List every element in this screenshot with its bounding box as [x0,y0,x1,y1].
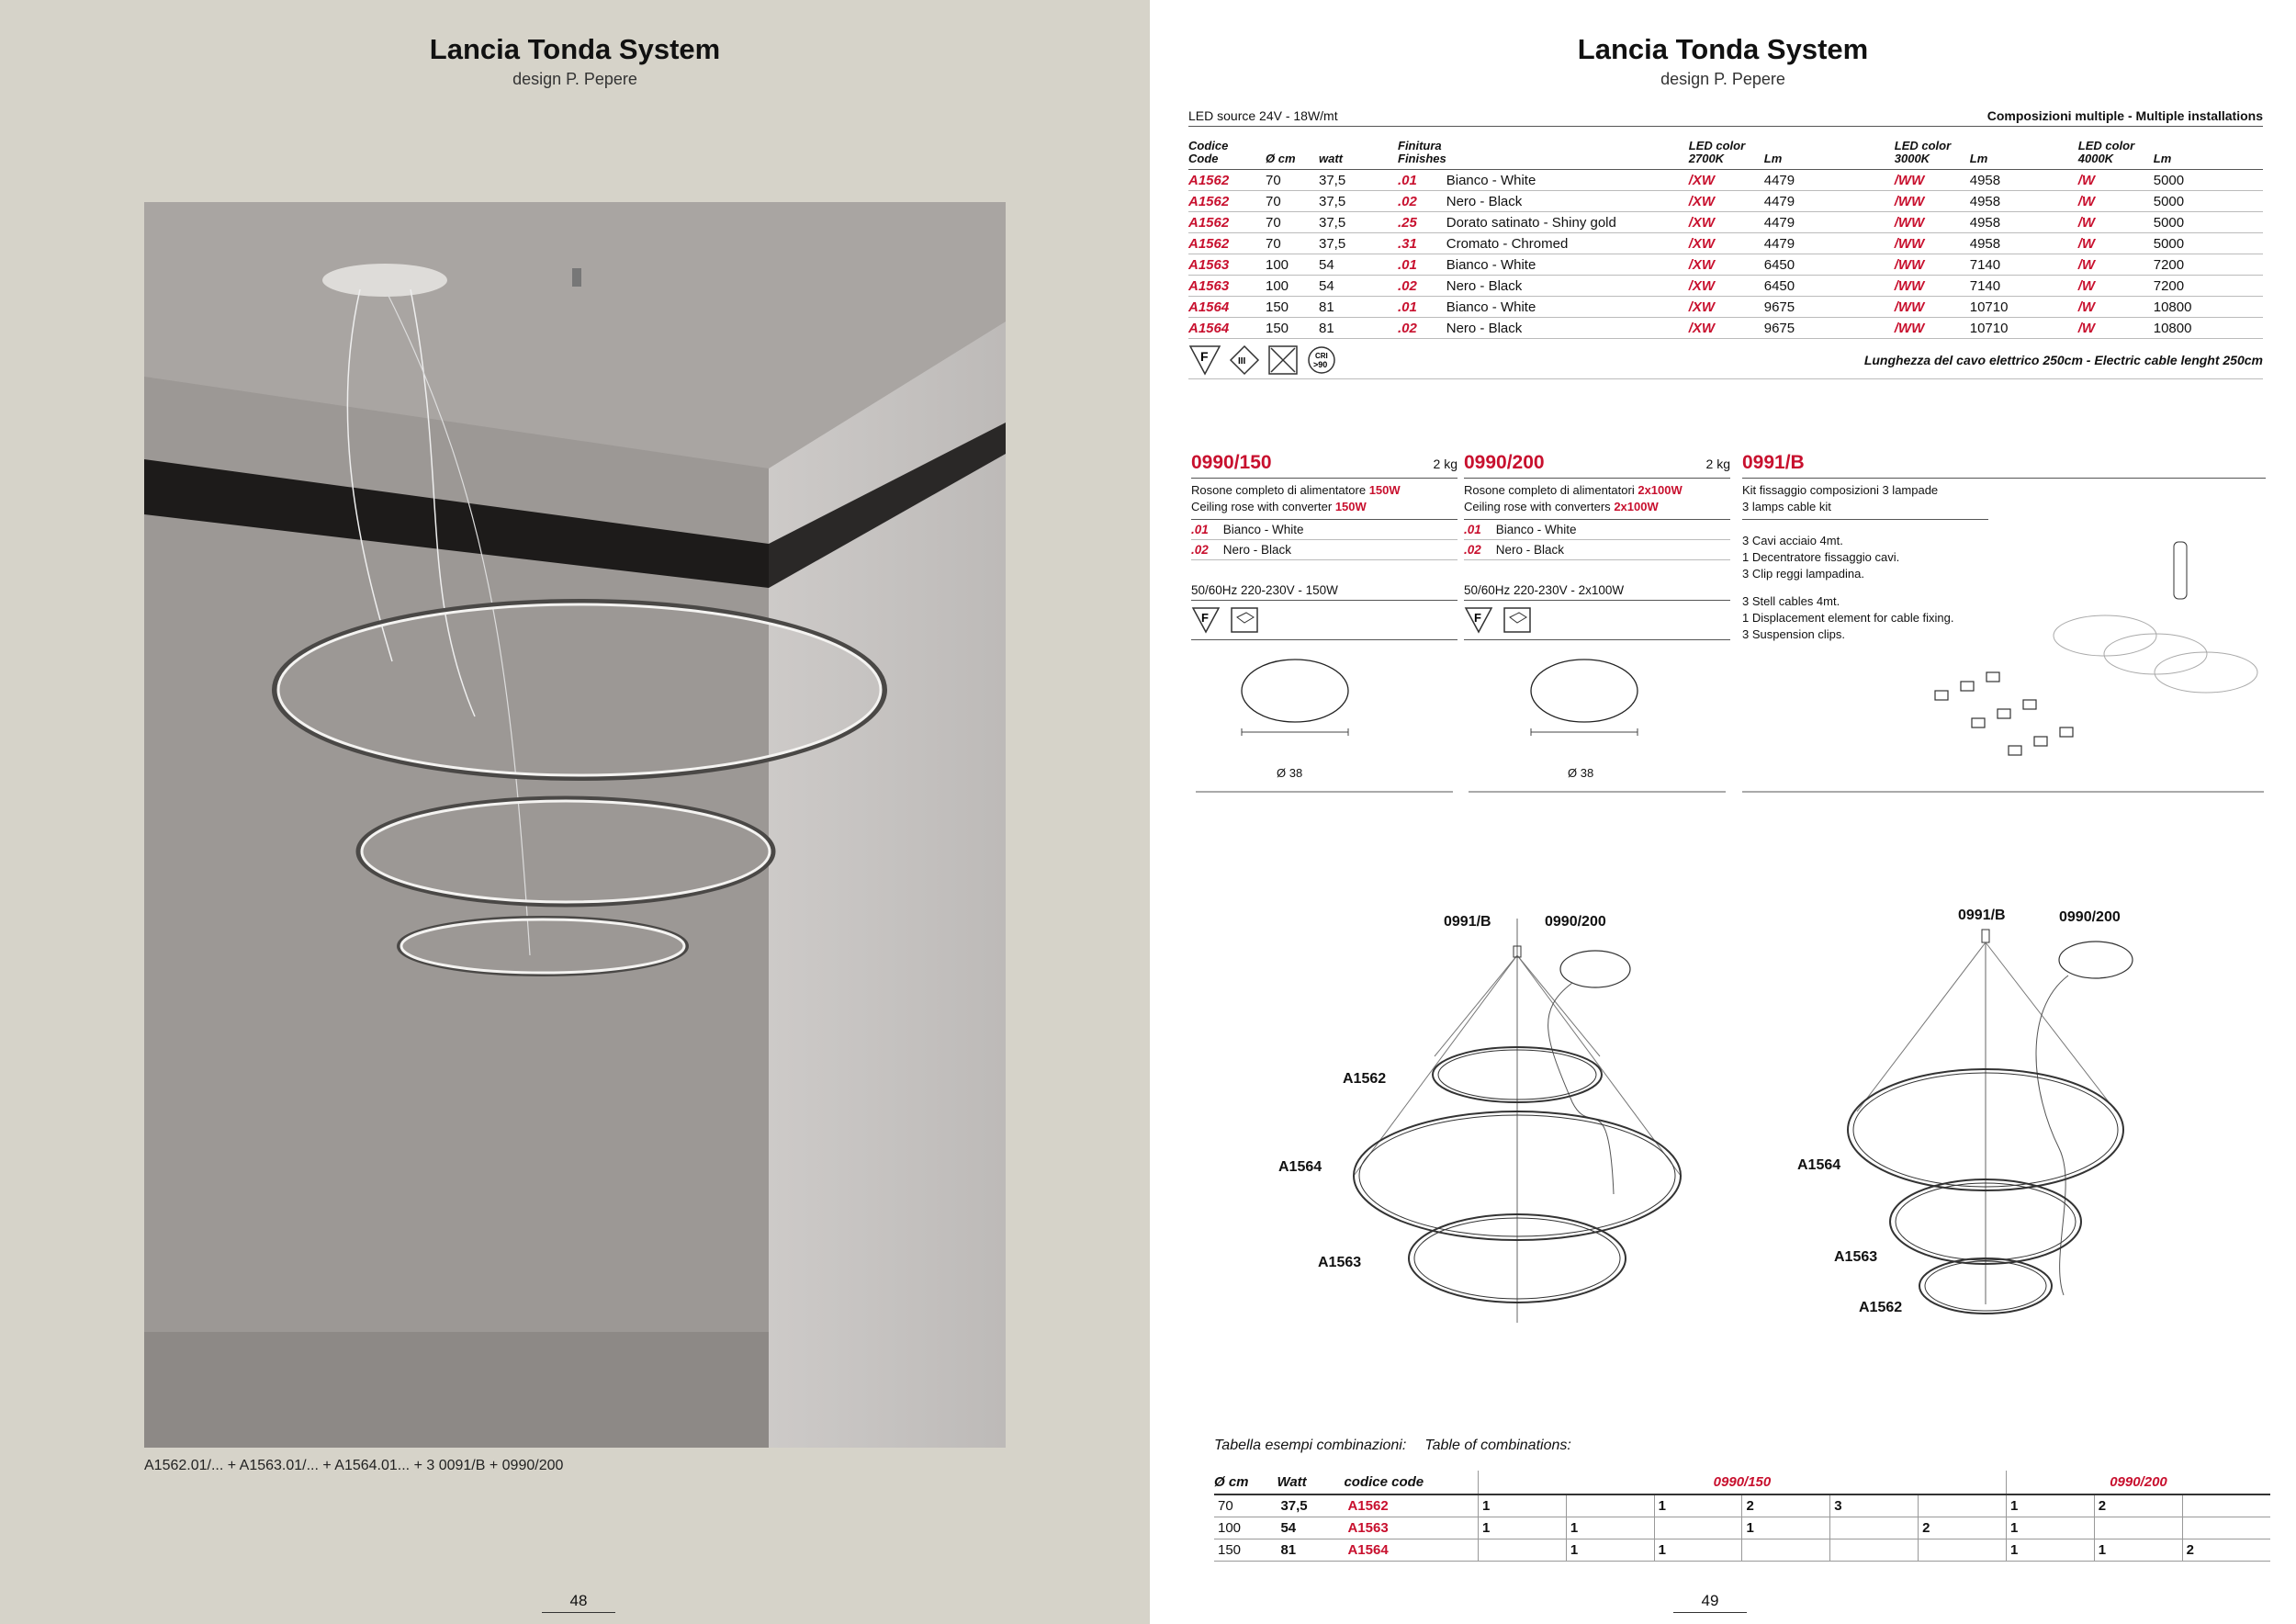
cell-l3: 5000 [2154,170,2263,191]
cell-l3: 7200 [2154,276,2263,297]
accessory-0990-150 [1191,452,1458,799]
cell-l3: 10800 [2154,318,2263,339]
diagram-label: A1563 [1318,1255,1362,1270]
converter-icon [1503,606,1532,634]
cell-l2: 10710 [1970,297,2078,318]
combo-cell-c: A1562 [1344,1494,1478,1517]
ct-col-code: codice code [1344,1471,1478,1494]
cell-c3: /W [2078,254,2154,276]
class-iii-text: III [1238,355,1246,367]
diagram-label: A1564 [1278,1159,1322,1175]
cell-l2: 7140 [1970,254,2078,276]
cell-w: 37,5 [1319,212,1398,233]
acc-f-text: F [1201,611,1209,625]
cell-c2: /WW [1895,191,1970,212]
page-title: Lancia Tonda System [1577,33,1869,65]
kit-item: 3 Cavi acciaio 4mt. [1742,534,1843,547]
cell-d: 150 [1266,297,1319,318]
combo-qty: 2 [1742,1494,1830,1517]
acc-desc-en: Ceiling rose with converter [1191,500,1333,513]
combo-cell-c: A1564 [1344,1539,1478,1561]
acc-desc-it: Kit fissaggio composizioni 3 lampade [1742,483,1939,497]
acc-f-text: F [1474,611,1481,625]
cell-c1: /XW [1689,212,1764,233]
kit-item: 3 Stell cables 4mt. [1742,594,1840,608]
cell-l1: 6450 [1764,254,1895,276]
class-iii-icon [1229,344,1260,376]
cell-w: 37,5 [1319,191,1398,212]
ct-col-0990-200: 0990/200 [2006,1471,2270,1494]
combo-qty: 1 [1478,1494,1566,1517]
diagram-label: A1564 [1797,1157,1841,1173]
cell-fn: Nero - Black [1446,318,1689,339]
col-watt: watt [1319,127,1398,170]
cell-l2: 4958 [1970,170,2078,191]
cable-kit-drawing [1742,525,2266,801]
cell-fc: .01 [1398,254,1446,276]
acc-finish-code: .01 [1191,523,1209,536]
kit-item: 3 Suspension clips. [1742,627,1846,641]
acc-desc-en-watt: 150W [1334,500,1367,513]
col-finish-code: Finitura Finishes [1398,127,1446,170]
cell-code: A1564 [1188,318,1266,339]
cell-c2: /WW [1895,170,1970,191]
right-page [1150,0,2296,1624]
cri-icon [1306,344,1337,376]
cell-d: 70 [1266,191,1319,212]
acc-code: 0990/200 [1464,452,1545,473]
product-photo-illustration [144,202,1006,1448]
code-row [1188,233,2263,254]
cell-l1: 4479 [1764,212,1895,233]
cell-code: A1562 [1188,212,1266,233]
acc-dimension: Ø 38 [1568,766,1594,780]
page-title: Lancia Tonda System [429,33,721,65]
spec-header [1188,108,2263,127]
page-number-left: 48 [542,1592,615,1613]
combinations-section [1214,1438,2270,1562]
acc-finish-code: .02 [1191,543,1209,557]
acc-finish-code: .01 [1464,523,1481,536]
cell-c2: /WW [1895,276,1970,297]
cell-l3: 5000 [2154,191,2263,212]
combo-qty [1478,1539,1566,1561]
col-lm1: Lm [1764,127,1895,170]
f-mark-text: F [1200,348,1209,364]
combo-row [1214,1539,2270,1561]
acc-finish-code: .02 [1464,543,1481,557]
cell-code: A1563 [1188,276,1266,297]
acc-desc-it: Rosone completo di alimentatore [1191,483,1367,497]
code-table [1188,127,2263,339]
cell-c1: /XW [1689,297,1764,318]
cell-code: A1562 [1188,233,1266,254]
cell-l2: 7140 [1970,276,2078,297]
diagram-label: 0990/200 [1545,914,1606,930]
combo-qty: 1 [2006,1494,2094,1517]
cell-fc: .02 [1398,318,1446,339]
cell-fc: .02 [1398,191,1446,212]
page-subtitle: design P. Pepere [512,70,637,88]
combo-row [1214,1494,2270,1517]
combo-qty [2182,1517,2270,1539]
combo-qty [1654,1517,1742,1539]
cell-l3: 10800 [2154,297,2263,318]
combo-qty [2182,1494,2270,1517]
cri-value-text: >90 [1313,359,1328,369]
code-row [1188,191,2263,212]
cell-code: A1564 [1188,297,1266,318]
acc-desc-it-watt: 2x100W [1638,483,1683,497]
diagram-label: A1562 [1859,1300,1903,1315]
combo-title-en: Table of combinations: [1424,1438,1571,1453]
cell-d: 150 [1266,318,1319,339]
cell-fc: .25 [1398,212,1446,233]
converter-icon [1230,606,1259,634]
diagram-label: A1562 [1343,1071,1387,1087]
combo-qty: 2 [2182,1539,2270,1561]
cell-l2: 4958 [1970,191,2078,212]
col-led3: LED color 4000K [2078,127,2154,170]
combo-cell-d: 100 [1214,1517,1277,1539]
combo-row [1214,1517,2270,1539]
combo-qty: 1 [2094,1539,2182,1561]
cell-l1: 4479 [1764,233,1895,254]
cell-c1: /XW [1689,276,1764,297]
cell-fn: Bianco - White [1446,297,1689,318]
cell-d: 100 [1266,276,1319,297]
cell-d: 70 [1266,170,1319,191]
combo-cell-w: 81 [1277,1539,1344,1561]
diagram-label: A1563 [1834,1249,1878,1265]
cell-fc: .01 [1398,297,1446,318]
col-diam: Ø cm [1266,127,1319,170]
cell-c1: /XW [1689,170,1764,191]
cell-fn: Bianco - White [1446,170,1689,191]
cell-c3: /W [2078,318,2154,339]
cell-l1: 4479 [1764,191,1895,212]
cell-c3: /W [2078,212,2154,233]
combo-qty: 1 [1566,1517,1654,1539]
col-finish-name [1446,127,1689,170]
acc-finish-name: Nero - Black [1222,543,1292,557]
acc-desc-en: 3 lamps cable kit [1742,500,1831,513]
f-mark-icon [1191,606,1221,634]
cell-c3: /W [2078,170,2154,191]
cell-w: 81 [1319,297,1398,318]
acc-desc-it-watt: 150W [1368,483,1401,497]
combo-qty [1566,1494,1654,1517]
diagram-label: 0991/B [1444,914,1491,930]
combo-qty [1919,1539,2007,1561]
ct-col-watt: Watt [1277,1471,1344,1494]
combo-qty [1830,1517,1919,1539]
cell-c1: /XW [1689,191,1764,212]
cell-d: 70 [1266,233,1319,254]
combo-qty [2094,1517,2182,1539]
acc-desc-it: Rosone completo di alimentatori [1464,483,1635,497]
cell-w: 54 [1319,276,1398,297]
cell-c2: /WW [1895,254,1970,276]
cable-note: Lunghezza del cavo elettrico 250cm - Electric cable lenght 250cm [1863,352,2263,367]
cell-c1: /XW [1689,318,1764,339]
cell-d: 100 [1266,254,1319,276]
combinations-table [1214,1471,2270,1562]
page-subtitle: design P. Pepere [1660,70,1785,88]
combo-title-it: Tabella esempi combinazioni: [1214,1438,1407,1453]
combo-qty: 1 [1654,1494,1742,1517]
combo-qty: 1 [1478,1517,1566,1539]
page-number-right: 49 [1673,1592,1747,1613]
ct-col-0990-150: 0990/150 [1478,1471,2006,1494]
cell-l2: 4958 [1970,212,2078,233]
cri-text: CRI [1315,351,1328,360]
cell-fn: Dorato satinato - Shiny gold [1446,212,1689,233]
combo-qty [1919,1494,2007,1517]
combo-cell-c: A1563 [1344,1517,1478,1539]
cell-l2: 10710 [1970,318,2078,339]
combo-cell-w: 37,5 [1277,1494,1344,1517]
cell-c3: /W [2078,191,2154,212]
cell-fc: .02 [1398,276,1446,297]
cell-c3: /W [2078,297,2154,318]
ct-col-diam: Ø cm [1214,1471,1277,1494]
cell-l3: 5000 [2154,212,2263,233]
ceiling-rose-drawing [1191,640,1458,796]
code-row [1188,212,2263,233]
acc-finish-name: Bianco - White [1495,523,1577,536]
cell-l3: 5000 [2154,233,2263,254]
diagram-label: 0990/200 [2059,909,2121,925]
cell-fn: Cromato - Chromed [1446,233,1689,254]
acc-desc-en-watt: 2x100W [1614,500,1659,513]
combo-qty: 2 [1919,1517,2007,1539]
cell-l1: 4479 [1764,170,1895,191]
acc-code: 0990/150 [1191,452,1272,473]
cell-code: A1562 [1188,191,1266,212]
cell-code: A1563 [1188,254,1266,276]
acc-dimension: Ø 38 [1277,766,1303,780]
code-row [1188,170,2263,191]
cell-fn: Nero - Black [1446,191,1689,212]
combo-qty [1742,1539,1830,1561]
cell-c2: /WW [1895,297,1970,318]
code-row [1188,254,2263,276]
photo-caption: A1562.01/... + A1563.01/... + A1564.01... + 3 0091/B + 0990/200 [144,1458,564,1473]
combo-qty: 1 [2006,1539,2094,1561]
cell-fc: .01 [1398,170,1446,191]
combo-qty: 2 [2094,1494,2182,1517]
combo-qty: 3 [1830,1494,1919,1517]
kit-item: 1 Decentratore fissaggio cavi. [1742,550,1900,564]
cell-c3: /W [2078,276,2154,297]
combo-qty: 1 [1566,1539,1654,1561]
f-mark-icon [1464,606,1493,634]
cell-c2: /WW [1895,212,1970,233]
col-led1: LED color 2700K [1689,127,1764,170]
cell-c1: /XW [1689,254,1764,276]
acc-power: 50/60Hz 220-230V - 150W [1191,583,1338,597]
kit-item: 3 Clip reggi lampadina. [1742,567,1864,581]
acc-weight: 2 kg [1705,457,1730,471]
cell-c2: /WW [1895,233,1970,254]
kit-item: 1 Displacement element for cable fixing. [1742,611,1954,625]
cell-fn: Nero - Black [1446,276,1689,297]
composition-diagram-1 [1315,919,1719,1369]
composition-diagram-2 [1829,909,2252,1350]
accessory-0991-b [1742,452,2266,643]
spec-table-section [1188,108,2263,379]
combo-qty [1830,1539,1919,1561]
cell-w: 81 [1319,318,1398,339]
cell-l1: 9675 [1764,297,1895,318]
cell-c1: /XW [1689,233,1764,254]
cell-l2: 4958 [1970,233,2078,254]
cell-w: 37,5 [1319,170,1398,191]
code-row [1188,276,2263,297]
cell-c2: /WW [1895,318,1970,339]
accessory-0990-200 [1464,452,1730,799]
combo-cell-w: 54 [1277,1517,1344,1539]
combo-qty: 1 [1742,1517,1830,1539]
acc-finish-name: Nero - Black [1495,543,1565,557]
acc-icons [1464,601,1730,640]
combo-cell-d: 150 [1214,1539,1277,1561]
cell-l1: 6450 [1764,276,1895,297]
f-mark-icon [1188,344,1221,376]
col-lm3: Lm [2154,127,2263,170]
acc-finish-name: Bianco - White [1222,523,1304,536]
combo-qty: 1 [1654,1539,1742,1561]
combo-qty: 1 [2006,1517,2094,1539]
cell-l1: 9675 [1764,318,1895,339]
acc-power: 50/60Hz 220-230V - 2x100W [1464,583,1625,597]
cell-fn: Bianco - White [1446,254,1689,276]
acc-code: 0991/B [1742,452,1805,473]
cell-w: 37,5 [1319,233,1398,254]
cell-d: 70 [1266,212,1319,233]
product-photo [144,202,1006,1448]
col-led2: LED color 3000K [1895,127,1970,170]
cell-w: 54 [1319,254,1398,276]
cell-fc: .31 [1398,233,1446,254]
code-row [1188,318,2263,339]
code-row [1188,297,2263,318]
cell-c3: /W [2078,233,2154,254]
certification-icons [1188,346,2263,379]
cell-code: A1562 [1188,170,1266,191]
acc-desc-en: Ceiling rose with converters [1464,500,1611,513]
led-source: LED source 24V - 18W/mt [1188,108,1338,123]
col-lm2: Lm [1970,127,2078,170]
multiple-installations: Composizioni multiple - Multiple installations [1986,108,2263,123]
diagram-label: 0991/B [1958,908,2006,923]
acc-icons [1191,601,1458,640]
ceiling-rose-drawing [1464,640,1730,796]
col-code: Codice Code [1188,127,1266,170]
no-bin-icon [1267,344,1299,376]
combo-cell-d: 70 [1214,1494,1277,1517]
acc-weight: 2 kg [1433,457,1458,471]
cell-l3: 7200 [2154,254,2263,276]
